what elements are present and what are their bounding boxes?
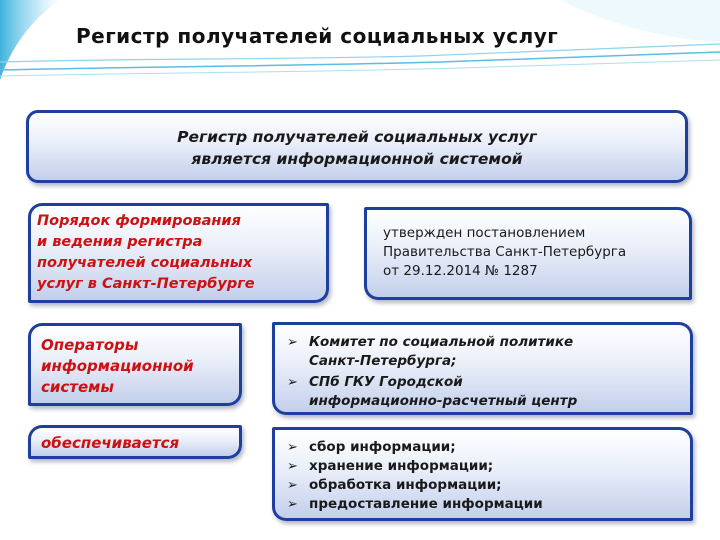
list-item <box>287 495 690 514</box>
list-item <box>287 476 690 495</box>
provides-list <box>287 438 690 514</box>
provides-label-box <box>28 425 242 459</box>
arrow-bullet-icon: ➢ <box>287 440 298 455</box>
procedure-value-line: от 29.12.2014 № 1287 <box>383 263 538 279</box>
definition-line-2: является информационной системой <box>191 150 523 168</box>
arrow-bullet-icon: ➢ <box>287 375 298 390</box>
list-item <box>287 333 690 371</box>
arrow-bullet-icon: ➢ <box>287 497 298 512</box>
operators-list <box>287 333 690 411</box>
operators-label-box <box>28 323 242 406</box>
header-wave-decoration <box>0 0 720 100</box>
arrow-bullet-icon: ➢ <box>287 459 298 474</box>
provides-item: хранение информации; <box>309 458 494 474</box>
arrow-bullet-icon: ➢ <box>287 478 298 493</box>
operators-label-line: информационной <box>41 357 194 375</box>
list-item <box>287 457 690 476</box>
procedure-label-line: и ведения регистра <box>37 234 203 250</box>
procedure-value-line: утвержден постановлением <box>383 225 586 241</box>
procedure-label-box <box>28 203 329 303</box>
operator-line: СПб ГКУ Городской <box>309 374 463 390</box>
provides-item: сбор информации; <box>309 439 456 455</box>
procedure-value-line: Правительства Санкт-Петербурга <box>383 244 627 260</box>
operator-line: информационно-расчетный центр <box>309 393 578 409</box>
definition-line-1: Регистр получателей социальных услуг <box>177 128 537 146</box>
provides-item: предоставление информации <box>309 496 543 512</box>
provides-list-box <box>272 427 693 521</box>
page-title: Регистр получателей социальных услуг <box>76 24 559 48</box>
arrow-bullet-icon: ➢ <box>287 335 298 350</box>
definition-box <box>26 110 688 183</box>
operators-label-line: Операторы <box>41 336 139 354</box>
procedure-label-line: услуг в Санкт-Петербурге <box>37 276 255 292</box>
procedure-label-line: Порядок формирования <box>37 213 241 229</box>
operator-line: Санкт-Петербурга; <box>309 353 457 369</box>
procedure-label-line: получателей социальных <box>37 255 253 271</box>
operators-label-line: системы <box>41 378 114 396</box>
provides-label: обеспечивается <box>41 434 180 452</box>
provides-item: обработка информации; <box>309 477 502 493</box>
list-item <box>287 438 690 457</box>
operators-list-box <box>272 322 693 415</box>
operator-line: Комитет по социальной политике <box>309 334 574 350</box>
procedure-value-box <box>364 207 692 300</box>
list-item <box>287 373 690 411</box>
